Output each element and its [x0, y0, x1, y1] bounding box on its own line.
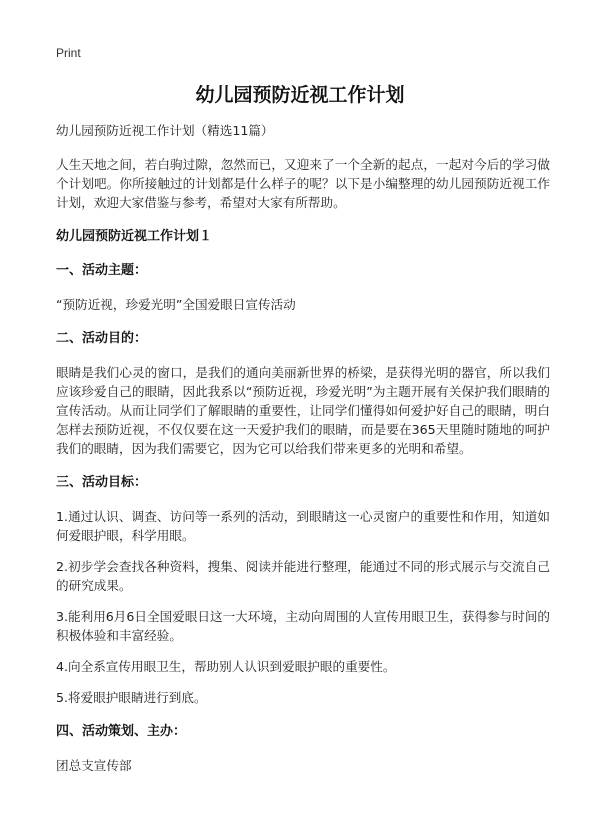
- print-link[interactable]: Print: [56, 46, 81, 60]
- theme-heading: 一、活动主题：: [56, 263, 148, 278]
- goal-item-5: 5.将爱眼护眼睛进行到底。: [56, 690, 207, 705]
- document-body: [56, 121, 550, 775]
- purpose-heading: 二、活动目的：: [56, 331, 148, 346]
- theme-text: “预防近视，珍爱光明”全国爱眼日宣传活动: [56, 297, 296, 312]
- goals-heading: 三、活动目标：: [56, 475, 148, 490]
- document-subtitle: 幼儿园预防近视工作计划（精选11篇）: [56, 123, 274, 138]
- goal-item-2: 2.初步学会查找各种资料，搜集、阅读并能进行整理，能通过不同的形式展示与交流自己的研究成果。: [56, 559, 550, 593]
- intro-paragraph: 人生天地之间，若白驹过隙，忽然而已，又迎来了一个全新的起点，一起对今后的学习做个计划吧。你所接触过的计划都是什么样子的呢？以下是小编整理的幼儿园预防近视工作计划，欢迎大家借鉴与参考，希望对大家有所帮助。: [56, 157, 550, 210]
- section-title: 幼儿园预防近视工作计划１: [56, 229, 213, 244]
- organizer-text: 团总支宣传部: [56, 758, 132, 773]
- purpose-text: 眼睛是我们心灵的窗口，是我们的通向美丽新世界的桥梁，是获得光明的器官，所以我们应该珍爱自己的眼睛，因此我系以“预防近视，珍爱光明”为主题开展有关保护我们眼睛的宣传活动。从而让同学们了解眼睛的重要性，让同学们懂得如何爱护好自己的眼睛，明白怎样去预防近视，不仅仅要在这一天爱护我们的眼睛，而是要在365天里随时随地的呵护我们的眼睛，因为我们需要它，因为它可以给我们带来更多的光明和希望。: [56, 365, 550, 456]
- goal-item-4: 4.向全系宣传用眼卫生，帮助别人认识到爱眼护眼的重要性。: [56, 659, 396, 674]
- organizer-heading: 四、活动策划、主办：: [56, 724, 187, 739]
- goal-item-3: 3.能利用6月6日全国爱眼日这一大环境，主动向周围的人宣传用眼卫生，获得参与时间的积极体验和丰富经验。: [56, 609, 551, 643]
- document-title: 幼儿园预防近视工作计划: [195, 84, 405, 106]
- goal-item-1: 1.通过认识、调查、访问等一系列的活动，到眼睛这一心灵窗户的重要性和作用，知道如何爱眼护眼，科学用眼。: [56, 509, 550, 543]
